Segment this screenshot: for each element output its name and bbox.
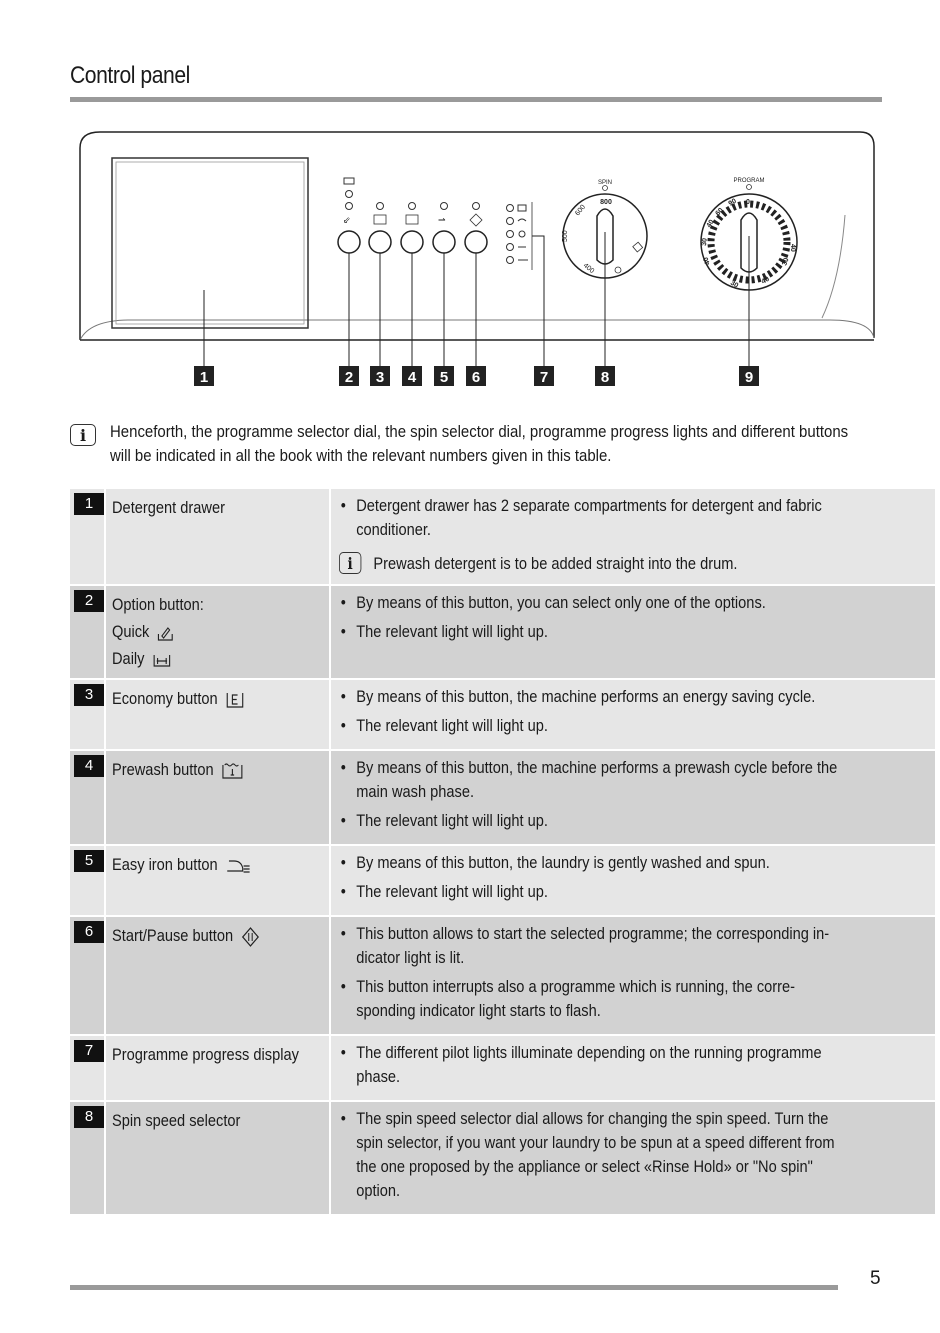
row-number: 2 [74,590,104,612]
row-number: 4 [74,755,104,777]
row-label: Start/Pause button [112,926,234,945]
bullet-item: • By means of this button, you can select only one of the options. [339,591,846,615]
row-number: 3 [74,684,104,706]
svg-text:3: 3 [375,369,385,386]
intro-note-text: Henceforth, the programme selector dial, the spin selector dial, programme progress lights and different buttons will be indicated in all the book with the relevant numbers given in this table. [110,422,849,465]
bullet-item: • By means of this button, the machine performs an energy saving cycle. [339,685,846,709]
row-label: Prewash button [112,760,214,779]
bullet-item: • By means of this button, the laundry is gently washed and spun. [339,851,846,875]
svg-text:9: 9 [744,369,754,386]
bullet-item: • This button interrupts also a programme which is running, the corre-sponding indicator light starts to flash. [339,975,846,1023]
table-row [70,750,936,845]
svg-text:6: 6 [471,369,481,386]
svg-text:30: 30 [729,279,740,290]
easy-iron-icon [225,858,251,874]
svg-text:7: 7 [539,369,549,386]
panel-buttons [338,231,487,253]
table-row [70,489,936,585]
svg-text:90: 90 [727,197,738,208]
bullet-item: • By means of this button, the machine performs a prewash cycle before the main wash phase. [339,756,846,804]
svg-text:2: 2 [344,369,354,386]
economy-icon [225,691,244,709]
svg-text:8: 8 [600,369,610,386]
start-pause-icon [241,926,260,948]
row-number: 1 [74,493,104,515]
table-row [70,1035,936,1101]
table-row [70,585,936,679]
svg-text:800: 800 [600,199,612,206]
svg-text:500: 500 [562,230,569,242]
bullet-item: • The relevant light will light up. [339,714,846,738]
prewash-note-text: Prewash detergent is to be added straight into the drum. [373,554,738,573]
svg-text:⇙: ⇙ [343,215,351,225]
panel-bottom-curve [80,320,874,340]
row-label: Spin speed selector [112,1111,241,1130]
svg-text:60: 60 [714,206,725,218]
daily-icon [152,652,171,668]
detergent-drawer-shape [112,158,308,328]
info-icon: i [70,424,96,446]
svg-text:40: 40 [702,255,712,266]
bullet-item: • The different pilot lights illuminate depending on the running programme phase. [339,1041,846,1089]
bullet-item: • The relevant light will light up. [339,880,846,904]
svg-text:40: 40 [705,218,716,229]
row-label: Easy iron button [112,855,218,874]
control-table [70,489,937,1216]
footer-rule [70,1285,838,1290]
row-label: Detergent drawer [112,498,225,517]
svg-text:30: 30 [701,237,709,247]
row-label: Option button: [112,595,204,614]
bullet-item: • This button allows to start the selected programme; the corresponding in-dicator light is lit. [339,922,846,970]
row-number: 5 [74,850,104,872]
bullet-item: • The relevant light will light up. [339,620,846,644]
row-number: 7 [74,1040,104,1062]
callout-labels [194,366,759,386]
prewash-note [339,552,846,578]
option-lights [344,178,480,210]
svg-text:40: 40 [789,244,796,252]
table-row [70,679,936,750]
svg-text:4: 4 [407,369,417,386]
progress-lights [507,205,529,264]
table-row [70,1101,936,1215]
svg-text:600: 600 [574,203,588,218]
info-icon: i [339,552,361,574]
svg-text:0: 0 [746,199,750,206]
bullet-item: • Detergent drawer has 2 separate compartments for detergent and fabric conditioner. [339,494,846,542]
control-panel-diagram [70,120,890,400]
svg-text:PROGRAM: PROGRAM [733,178,765,184]
row-label: Programme progress display [112,1045,299,1064]
page-number: 5 [870,1268,881,1289]
title-rule [70,97,882,102]
svg-text:SPIN: SPIN [597,180,613,186]
row-number: 6 [74,921,104,943]
svg-text:1: 1 [199,369,209,386]
panel-side-curve [822,215,845,318]
bullet-item: • The relevant light will light up. [339,809,846,833]
table-row [70,845,936,916]
row-number: 8 [74,1106,104,1128]
quick-icon [157,624,174,642]
prewash-icon [221,762,243,780]
row-label: Economy button [112,689,218,708]
daily-option-label: Daily [112,649,145,668]
quick-option-label: Quick [112,622,150,641]
svg-text:30: 30 [781,256,791,267]
svg-text:⇀: ⇀ [438,215,446,225]
program-dial [701,178,797,366]
spin-dial [562,180,647,366]
button-symbols [343,214,482,226]
table-row [70,916,936,1035]
svg-text:40: 40 [760,275,771,286]
svg-text:5: 5 [439,369,449,386]
svg-text:400: 400 [581,262,596,276]
bullet-item: • The spin speed selector dial allows for changing the spin speed. Turn the spin selector, if you want your laundry to be spun at a speed different from the one proposed by the appliance or select «Rinse Hold» or "No spin" option. [339,1107,846,1203]
page-title: Control panel [70,62,190,89]
